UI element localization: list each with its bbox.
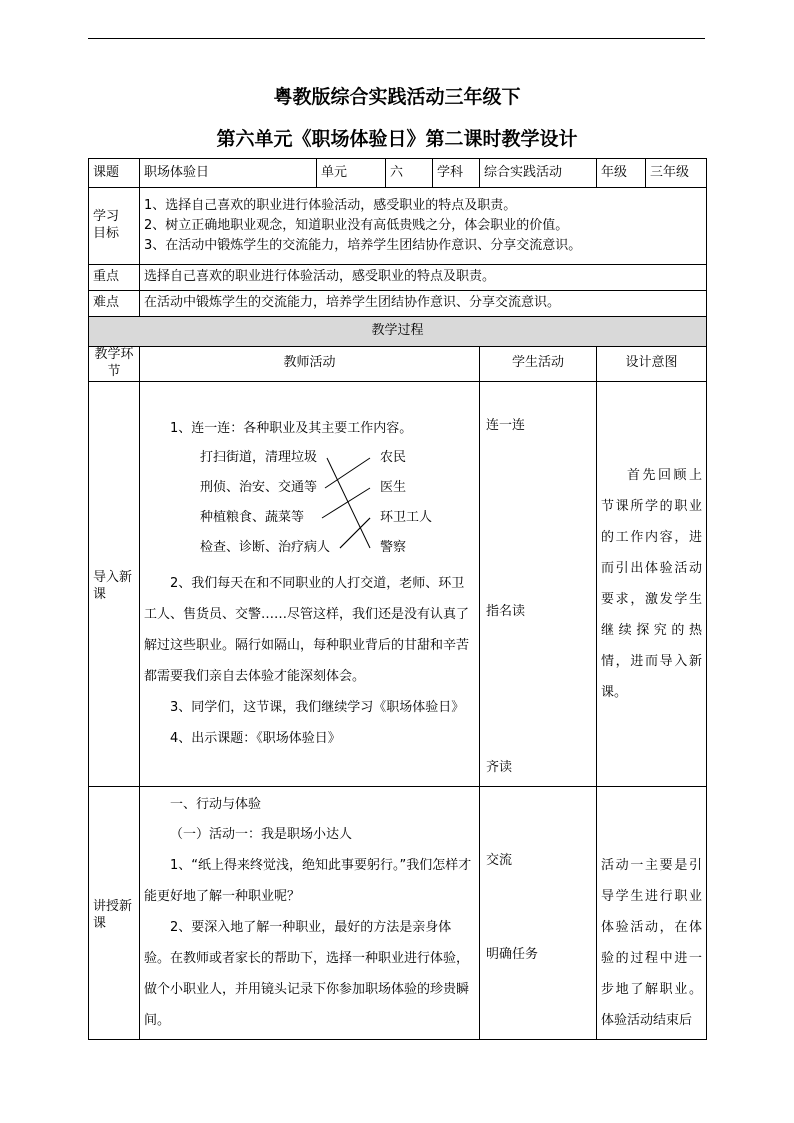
lecture-step-1: 一、行动与体验 — [170, 796, 262, 812]
student-activity: 交流 — [486, 852, 513, 868]
lecture-intent — [597, 786, 707, 1039]
lesson-plan-table — [88, 158, 707, 1040]
match-right-item: 环卫工人 — [380, 509, 433, 525]
match-left-item: 种植粮食、蔬菜等 — [200, 509, 305, 525]
student-activity: 齐读 — [486, 759, 513, 775]
intro-step-4: 4、出示课题：《职场体验日》 — [170, 730, 341, 746]
topic-label: 课题 — [89, 159, 140, 188]
match-left-item: 检查、诊断、治疗病人 — [200, 539, 331, 555]
match-left-item: 刑侦、治安、交通等 — [200, 479, 318, 495]
lecture-row — [89, 786, 707, 1039]
lecture-step-2: （一）活动一：我是职场小达人 — [170, 826, 353, 842]
header-stage: 教学环节 — [89, 347, 140, 382]
goal-item: 2、树立正确地职业观念，知道职业没有高低贵贱之分，体会职业的价值。 — [144, 217, 569, 233]
topic-value: 职场体验日 — [140, 159, 317, 188]
match-right-item: 医生 — [380, 479, 407, 495]
intro-step-2: 2、我们每天在和不同职业的人打交道，老师、环卫工人、售货员、交警……尽管这样，我们还是没有认真了解过这些职业。隔行如隔山，每种职业背后的甘甜和辛苦都需要我们亲自去体验才能深刻体会。 — [144, 575, 470, 684]
unit-label: 单元 — [317, 159, 386, 188]
student-activity: 连一连 — [486, 417, 526, 433]
unit-value: 六 — [386, 159, 433, 188]
header-student: 学生活动 — [480, 347, 597, 382]
lecture-step-3: 1、“纸上得来终觉浅，绝知此事要躬行。”我们怎样才能更好地了解一种职业呢？ — [144, 857, 472, 904]
goal-item: 3、在活动中锻炼学生的交流能力，培养学生团结协作意识、分享交流意识。 — [144, 238, 582, 254]
match-right-item: 农民 — [380, 449, 407, 465]
goals-label: 学习 目标 — [89, 188, 140, 265]
document-title: 粤教版综合实践活动三年级下 — [273, 86, 521, 108]
lecture-student — [480, 786, 597, 1039]
lecture-stage: 讲授新课 — [89, 786, 140, 1039]
student-activity: 明确任务 — [486, 946, 539, 962]
intro-row — [89, 381, 707, 786]
info-row — [89, 159, 707, 188]
design-intent: 首先回顾上节课所学的职业的工作内容，进而引出体验活动要求，激发学生继续探究的热情，进而导入新课。 — [601, 467, 702, 700]
header-teacher: 教师活动 — [140, 347, 480, 382]
intro-intent — [597, 381, 707, 786]
process-header-row — [89, 347, 707, 382]
key-point-text: 选择自己喜欢的职业进行体验活动，感受职业的特点及职责。 — [140, 265, 707, 291]
difficulty-row — [89, 291, 707, 317]
process-title-row — [89, 317, 707, 347]
header-rule — [88, 38, 705, 39]
intro-step-3: 3、同学们，这节课，我们继续学习《职场体验日》 — [170, 699, 465, 715]
lecture-teacher — [140, 786, 480, 1039]
header-intent: 设计意图 — [597, 347, 707, 382]
intro-step-1: 1、连一连：各种职业及其主要工作内容。 — [170, 420, 413, 436]
intro-stage: 导入新课 — [89, 381, 140, 786]
document-subtitle: 第六单元《职场体验日》第二课时教学设计 — [216, 128, 578, 150]
goals-list — [140, 188, 707, 265]
intro-teacher — [140, 381, 480, 786]
key-point-label: 重点 — [89, 265, 140, 291]
subject-label: 学科 — [433, 159, 480, 188]
grade-label: 年级 — [597, 159, 646, 188]
subject-value: 综合实践活动 — [480, 159, 597, 188]
match-right-item: 警察 — [380, 539, 407, 555]
lecture-step-4: 2、要深入地了解一种职业，最好的方法是亲身体验。在教师或者家长的帮助下，选择一种职业进行体验，做个小职业人，并用镜头记录下你参加职场体验的珍贵瞬间。 — [144, 919, 470, 1028]
difficulty-label: 难点 — [89, 291, 140, 317]
goal-item: 1、选择自己喜欢的职业进行体验活动，感受职业的特点及职责。 — [144, 197, 517, 213]
process-title: 教学过程 — [89, 317, 707, 347]
grade-value: 三年级 — [646, 159, 707, 188]
match-left-item: 打扫街道，清理垃圾 — [200, 449, 318, 465]
design-intent: 活动一主要是引导学生进行职业体验活动，在体验的过程中进一步地了解职业。体验活动结束后 — [601, 857, 702, 1028]
student-activity: 指名读 — [486, 603, 526, 619]
goals-row — [89, 188, 707, 265]
difficulty-text: 在活动中锻炼学生的交流能力，培养学生团结协作意识、分享交流意识。 — [140, 291, 707, 317]
matching-exercise — [144, 444, 475, 568]
key-point-row — [89, 265, 707, 291]
intro-student — [480, 381, 597, 786]
